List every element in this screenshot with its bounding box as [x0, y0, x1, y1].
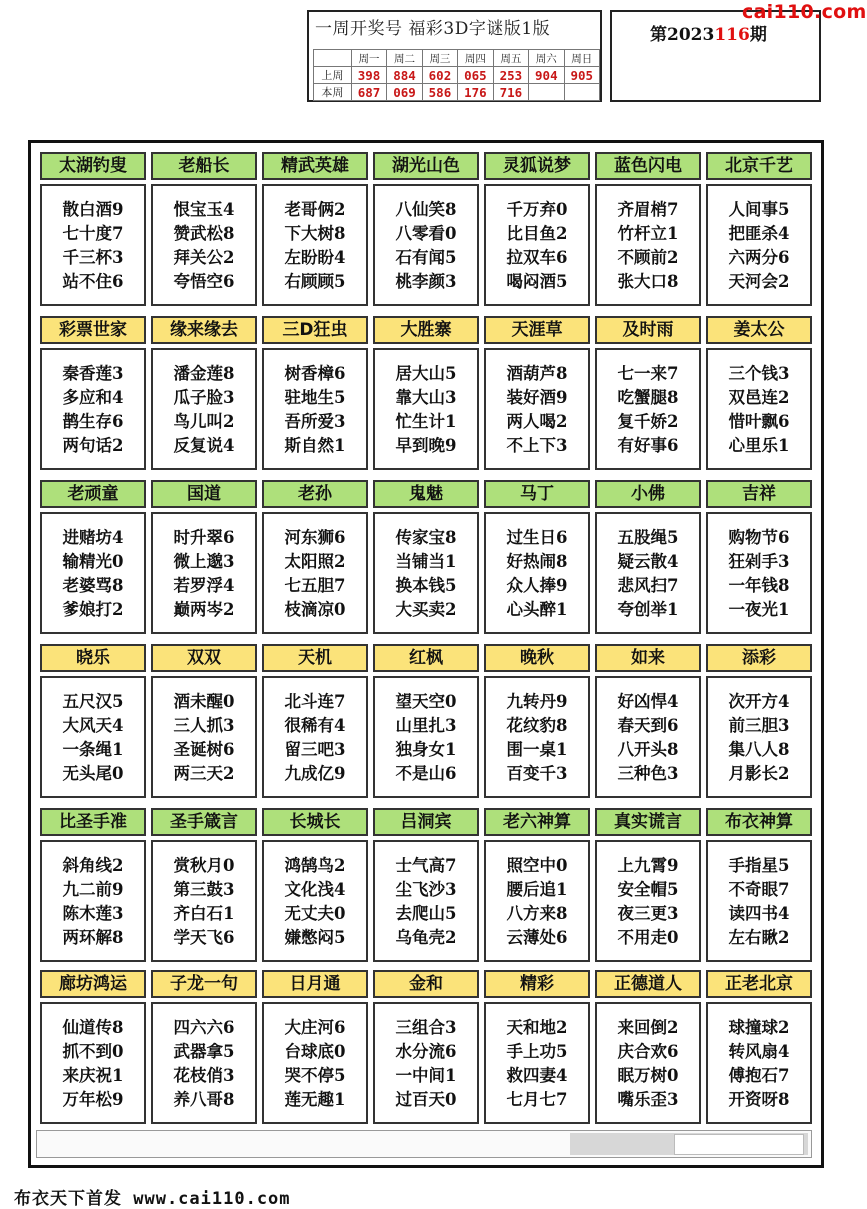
riddle-line: 莲无趣1	[284, 1090, 346, 1109]
riddle-line: 比目鱼2	[506, 224, 568, 243]
riddle-line: 枝滴凉0	[284, 600, 346, 619]
riddle-line: 换本钱5	[395, 576, 457, 595]
riddle-line: 傅抱石7	[728, 1066, 790, 1085]
row-label: 上周	[314, 67, 352, 84]
block-title: 老六神算	[484, 808, 590, 836]
riddle-line: 齐眉梢7	[617, 200, 679, 219]
riddle-line: 老婆骂8	[62, 576, 124, 595]
riddle-line: 球撞球2	[728, 1018, 790, 1037]
riddle-line: 养八哥8	[173, 1090, 235, 1109]
riddle-line: 圣诞树6	[173, 740, 235, 759]
riddle-line: 一条绳1	[62, 740, 124, 759]
riddle-line: 安全帽5	[617, 880, 679, 899]
riddle-line: 把匪杀4	[728, 224, 790, 243]
corner-cell	[314, 50, 352, 67]
block-title: 大胜寨	[373, 316, 479, 344]
riddle-line: 两句话2	[62, 436, 124, 455]
block-title: 双双	[151, 644, 257, 672]
riddle-line: 前三胆3	[728, 716, 790, 735]
riddle-line: 爹娘打2	[62, 600, 124, 619]
block-title: 姜太公	[706, 316, 812, 344]
riddle-line: 北斗连7	[284, 692, 346, 711]
riddle-line: 望天空0	[395, 692, 457, 711]
riddle-line: 过生日6	[506, 528, 568, 547]
result-number: 904	[529, 67, 564, 84]
riddle-line: 两环解8	[62, 928, 124, 947]
riddle-line: 大买卖2	[395, 600, 457, 619]
block-title: 精武英雄	[262, 152, 368, 180]
block-body	[373, 184, 479, 306]
riddle-line: 狂剁手3	[728, 552, 790, 571]
issue-suffix: 期	[749, 25, 767, 45]
riddle-line: 无丈夫0	[284, 904, 346, 923]
block-title: 圣手箴言	[151, 808, 257, 836]
riddle-line: 八零看0	[395, 224, 457, 243]
riddle-line: 哭不停5	[284, 1066, 346, 1085]
block-body	[595, 512, 701, 634]
riddle-line: 酒葫芦8	[506, 364, 568, 383]
bottom-bar-box	[674, 1134, 804, 1155]
riddle-line: 瓜子脸3	[173, 388, 235, 407]
result-number: 398	[351, 67, 386, 84]
riddle-line: 竹杆立1	[617, 224, 679, 243]
block-body	[373, 840, 479, 962]
riddle-line: 下大树8	[284, 224, 346, 243]
issue-number	[650, 20, 767, 45]
result-number	[529, 84, 564, 101]
block-title: 真实谎言	[595, 808, 701, 836]
riddle-line: 巅两岑2	[173, 600, 235, 619]
result-number: 176	[458, 84, 493, 101]
riddle-line: 万年松9	[62, 1090, 124, 1109]
riddle-line: 八方来8	[506, 904, 568, 923]
result-number: 065	[458, 67, 493, 84]
block-title: 老顽童	[40, 480, 146, 508]
riddle-line: 乌龟壳2	[395, 928, 457, 947]
riddle-line: 右顾顾5	[284, 272, 346, 291]
riddle-line: 士气高7	[395, 856, 457, 875]
block-title: 如来	[595, 644, 701, 672]
riddle-line: 好凶悍4	[617, 692, 679, 711]
riddle-line: 春天到6	[617, 716, 679, 735]
riddle-line: 潘金莲8	[173, 364, 235, 383]
riddle-line: 鸿鹄鸟2	[284, 856, 346, 875]
riddle-line: 云薄处6	[506, 928, 568, 947]
result-number: 253	[493, 67, 528, 84]
block-title: 长城长	[262, 808, 368, 836]
block-title: 缘来缘去	[151, 316, 257, 344]
block-body	[595, 348, 701, 470]
block-title: 老孙	[262, 480, 368, 508]
riddle-line: 尘飞沙3	[395, 880, 457, 899]
riddle-line: 留三吧3	[284, 740, 346, 759]
block-title: 廊坊鸿运	[40, 970, 146, 998]
riddle-line: 文化浅4	[284, 880, 346, 899]
block-title: 天涯草	[484, 316, 590, 344]
riddle-line: 人间事5	[728, 200, 790, 219]
riddle-line: 大庄河6	[284, 1018, 346, 1037]
block-title: 蓝色闪电	[595, 152, 701, 180]
block-title: 日月通	[262, 970, 368, 998]
last-week-row	[314, 67, 600, 84]
riddle-line: 惜叶飘6	[728, 412, 790, 431]
block-body	[40, 184, 146, 306]
block-body	[706, 1002, 812, 1124]
block-title: 湖光山色	[373, 152, 479, 180]
riddle-line: 手上功5	[506, 1042, 568, 1061]
block-body	[151, 1002, 257, 1124]
block-body	[484, 184, 590, 306]
riddle-line: 不是山6	[395, 764, 457, 783]
riddle-line: 传家宝8	[395, 528, 457, 547]
riddle-line: 五股绳5	[617, 528, 679, 547]
riddle-line: 很稀有4	[284, 716, 346, 735]
results-title: 一周开奖号 福彩3D字谜版1版	[315, 19, 551, 39]
block-title: 国道	[151, 480, 257, 508]
riddle-line: 武器拿5	[173, 1042, 235, 1061]
block-title: 子龙一句	[151, 970, 257, 998]
riddle-line: 驻地生5	[284, 388, 346, 407]
block-title: 吉祥	[706, 480, 812, 508]
block-body	[595, 840, 701, 962]
riddle-line: 无头尾0	[62, 764, 124, 783]
riddle-line: 夸创举1	[617, 600, 679, 619]
block-body	[373, 348, 479, 470]
riddle-line: 水分流6	[395, 1042, 457, 1061]
riddle-line: 百变千3	[506, 764, 568, 783]
riddle-line: 一中间1	[395, 1066, 457, 1085]
block-body	[373, 512, 479, 634]
riddle-line: 来庆祝1	[62, 1066, 124, 1085]
riddle-line: 有好事6	[617, 436, 679, 455]
riddle-line: 散白酒9	[62, 200, 124, 219]
block-body	[151, 184, 257, 306]
riddle-line: 鸟儿叫2	[173, 412, 235, 431]
riddle-line: 一年钱8	[728, 576, 790, 595]
block-body	[595, 676, 701, 798]
day-cell: 周四	[458, 50, 493, 67]
block-title: 正老北京	[706, 970, 812, 998]
riddle-line: 救四妻4	[506, 1066, 568, 1085]
riddle-line: 读四书4	[728, 904, 790, 923]
riddle-line: 拉双车6	[506, 248, 568, 267]
block-body	[706, 840, 812, 962]
row-label: 本周	[314, 84, 352, 101]
riddle-line: 心里乐1	[728, 436, 790, 455]
result-number: 716	[493, 84, 528, 101]
block-title: 红枫	[373, 644, 479, 672]
riddle-line: 微上邈3	[173, 552, 235, 571]
riddle-line: 三个钱3	[728, 364, 790, 383]
riddle-line: 恨宝玉4	[173, 200, 235, 219]
riddle-line: 复千娇2	[617, 412, 679, 431]
riddle-line: 吾所爱3	[284, 412, 346, 431]
result-number: 905	[564, 67, 599, 84]
block-body	[595, 1002, 701, 1124]
footer-text: 布衣天下首发 www.cai110.com	[14, 1189, 291, 1209]
riddle-line: 吃蟹腿8	[617, 388, 679, 407]
block-title: 小佛	[595, 480, 701, 508]
block-body	[484, 348, 590, 470]
block-body	[151, 348, 257, 470]
riddle-line: 两人喝2	[506, 412, 568, 431]
issue-number-value: 116	[714, 25, 750, 45]
block-body	[484, 512, 590, 634]
block-body	[40, 1002, 146, 1124]
riddle-line: 进赌坊4	[62, 528, 124, 547]
result-number: 586	[422, 84, 457, 101]
riddle-line: 八仙笑8	[395, 200, 457, 219]
block-body	[151, 512, 257, 634]
block-title: 天机	[262, 644, 368, 672]
block-body	[40, 840, 146, 962]
riddle-line: 好热闹8	[506, 552, 568, 571]
riddle-line: 月影长2	[728, 764, 790, 783]
day-cell: 周一	[351, 50, 386, 67]
riddle-line: 三种色3	[617, 764, 679, 783]
block-title: 太湖钓叟	[40, 152, 146, 180]
riddle-line: 喝闷酒5	[506, 272, 568, 291]
this-week-row	[314, 84, 600, 101]
riddle-line: 去爬山5	[395, 904, 457, 923]
riddle-line: 太阳照2	[284, 552, 346, 571]
block-body	[262, 840, 368, 962]
riddle-line: 时升翠6	[173, 528, 235, 547]
block-title: 添彩	[706, 644, 812, 672]
site-logo-text: cai110.com	[742, 1, 867, 23]
result-number: 687	[351, 84, 386, 101]
riddle-line: 不顾前2	[617, 248, 679, 267]
riddle-line: 眠万树0	[617, 1066, 679, 1085]
block-body	[595, 184, 701, 306]
riddle-line: 七月七7	[506, 1090, 568, 1109]
riddle-line: 九转丹9	[506, 692, 568, 711]
riddle-line: 众人捧9	[506, 576, 568, 595]
riddle-line: 拜关公2	[173, 248, 235, 267]
riddle-line: 三组合3	[395, 1018, 457, 1037]
riddle-line: 靠大山3	[395, 388, 457, 407]
riddle-line: 三人抓3	[173, 716, 235, 735]
riddle-line: 不用走0	[617, 928, 679, 947]
block-title: 比圣手准	[40, 808, 146, 836]
riddle-line: 张大口8	[617, 272, 679, 291]
riddle-line: 照空中0	[506, 856, 568, 875]
riddle-line: 山里扎3	[395, 716, 457, 735]
block-body	[151, 676, 257, 798]
riddle-line: 不上下3	[506, 436, 568, 455]
day-cell: 周三	[422, 50, 457, 67]
block-body	[40, 512, 146, 634]
riddle-line: 夜三更3	[617, 904, 679, 923]
day-cell: 周日	[564, 50, 599, 67]
riddle-line: 花纹豹8	[506, 716, 568, 735]
block-body	[373, 676, 479, 798]
riddle-line: 斯自然1	[284, 436, 346, 455]
riddle-line: 嫌憋闷5	[284, 928, 346, 947]
riddle-line: 过百天0	[395, 1090, 457, 1109]
riddle-line: 桃李颜3	[395, 272, 457, 291]
riddle-line: 早到晚9	[395, 436, 457, 455]
riddle-line: 独身女1	[395, 740, 457, 759]
riddle-line: 五尺汉5	[62, 692, 124, 711]
block-title: 晓乐	[40, 644, 146, 672]
riddle-line: 夸悟空6	[173, 272, 235, 291]
riddle-line: 反复说4	[173, 436, 235, 455]
block-body	[706, 512, 812, 634]
block-title: 及时雨	[595, 316, 701, 344]
riddle-line: 仙道传8	[62, 1018, 124, 1037]
bottom-bar	[36, 1130, 812, 1158]
block-title: 北京千艺	[706, 152, 812, 180]
riddle-line: 第三鼓3	[173, 880, 235, 899]
riddle-line: 老哥俩2	[284, 200, 346, 219]
block-title: 吕洞宾	[373, 808, 479, 836]
riddle-line: 八开头8	[617, 740, 679, 759]
block-body	[706, 676, 812, 798]
riddle-line: 赏秋月0	[173, 856, 235, 875]
riddle-line: 千三杯3	[62, 248, 124, 267]
block-title: 精彩	[484, 970, 590, 998]
riddle-line: 一夜光1	[728, 600, 790, 619]
day-cell: 周五	[493, 50, 528, 67]
riddle-line: 秦香莲3	[62, 364, 124, 383]
block-title: 马丁	[484, 480, 590, 508]
riddle-line: 九成亿9	[284, 764, 346, 783]
riddle-line: 台球底0	[284, 1042, 346, 1061]
block-title: 老船长	[151, 152, 257, 180]
result-number: 069	[387, 84, 422, 101]
riddle-line: 不奇眼7	[728, 880, 790, 899]
riddle-line: 上九霄9	[617, 856, 679, 875]
result-number: 602	[422, 67, 457, 84]
riddle-line: 手指星5	[728, 856, 790, 875]
riddle-line: 赞武松8	[173, 224, 235, 243]
riddle-line: 鹊生存6	[62, 412, 124, 431]
riddle-line: 陈木莲3	[62, 904, 124, 923]
riddle-line: 若罗浮4	[173, 576, 235, 595]
block-title: 鬼魅	[373, 480, 479, 508]
block-body	[706, 348, 812, 470]
riddle-line: 天河会2	[728, 272, 790, 291]
days-row	[314, 50, 600, 67]
block-body	[373, 1002, 479, 1124]
riddle-line: 学天飞6	[173, 928, 235, 947]
riddle-line: 四六六6	[173, 1018, 235, 1037]
block-body	[484, 676, 590, 798]
riddle-line: 抓不到0	[62, 1042, 124, 1061]
riddle-line: 庆合欢6	[617, 1042, 679, 1061]
riddle-line: 七五胆7	[284, 576, 346, 595]
riddle-line: 双邑连2	[728, 388, 790, 407]
riddle-line: 河东狮6	[284, 528, 346, 547]
riddle-line: 购物节6	[728, 528, 790, 547]
riddle-line: 开资呀8	[728, 1090, 790, 1109]
block-body	[262, 1002, 368, 1124]
block-title: 正德道人	[595, 970, 701, 998]
block-body	[262, 184, 368, 306]
block-title: 布衣神算	[706, 808, 812, 836]
riddle-line: 六两分6	[728, 248, 790, 267]
riddle-line: 七一来7	[617, 364, 679, 383]
weekly-results-panel	[307, 10, 602, 102]
riddle-line: 当铺当1	[395, 552, 457, 571]
riddle-line: 装好酒9	[506, 388, 568, 407]
riddle-line: 次开方4	[728, 692, 790, 711]
riddle-line: 腰后追1	[506, 880, 568, 899]
riddle-line: 天和地2	[506, 1018, 568, 1037]
block-body	[262, 512, 368, 634]
results-table	[313, 49, 600, 101]
riddle-line: 齐白石1	[173, 904, 235, 923]
day-cell: 周二	[387, 50, 422, 67]
riddle-line: 九二前9	[62, 880, 124, 899]
riddle-line: 悲风扫7	[617, 576, 679, 595]
riddle-line: 转风扇4	[728, 1042, 790, 1061]
riddle-line: 站不住6	[62, 272, 124, 291]
block-body	[40, 676, 146, 798]
block-title: 晚秋	[484, 644, 590, 672]
result-number	[564, 84, 599, 101]
riddle-line: 忙生计1	[395, 412, 457, 431]
riddle-line: 酒未醒0	[173, 692, 235, 711]
issue-prefix: 第2023	[650, 25, 715, 45]
riddle-line: 左右瞅2	[728, 928, 790, 947]
block-body	[40, 348, 146, 470]
block-body	[262, 676, 368, 798]
riddle-line: 围一桌1	[506, 740, 568, 759]
block-body	[151, 840, 257, 962]
riddle-line: 输精光0	[62, 552, 124, 571]
riddle-line: 大风天4	[62, 716, 124, 735]
riddle-line: 疑云散4	[617, 552, 679, 571]
riddle-line: 多应和4	[62, 388, 124, 407]
riddle-line: 千万弃0	[506, 200, 568, 219]
riddle-line: 两三天2	[173, 764, 235, 783]
block-title: 金和	[373, 970, 479, 998]
block-body	[484, 840, 590, 962]
block-title: 彩票世家	[40, 316, 146, 344]
block-body	[706, 184, 812, 306]
riddle-line: 树香樟6	[284, 364, 346, 383]
block-body	[262, 348, 368, 470]
riddle-line: 左盼盼4	[284, 248, 346, 267]
riddle-line: 嘴乐歪3	[617, 1090, 679, 1109]
block-title: 灵狐说梦	[484, 152, 590, 180]
riddle-line: 七十度7	[62, 224, 124, 243]
riddle-line: 来回倒2	[617, 1018, 679, 1037]
riddle-line: 居大山5	[395, 364, 457, 383]
riddle-line: 斜角线2	[62, 856, 124, 875]
result-number: 884	[387, 67, 422, 84]
block-body	[484, 1002, 590, 1124]
riddle-line: 花枝俏3	[173, 1066, 235, 1085]
riddle-line: 集八人8	[728, 740, 790, 759]
riddle-line: 石有闻5	[395, 248, 457, 267]
day-cell: 周六	[529, 50, 564, 67]
block-title: 三D狂虫	[262, 316, 368, 344]
riddle-line: 心头醉1	[506, 600, 568, 619]
